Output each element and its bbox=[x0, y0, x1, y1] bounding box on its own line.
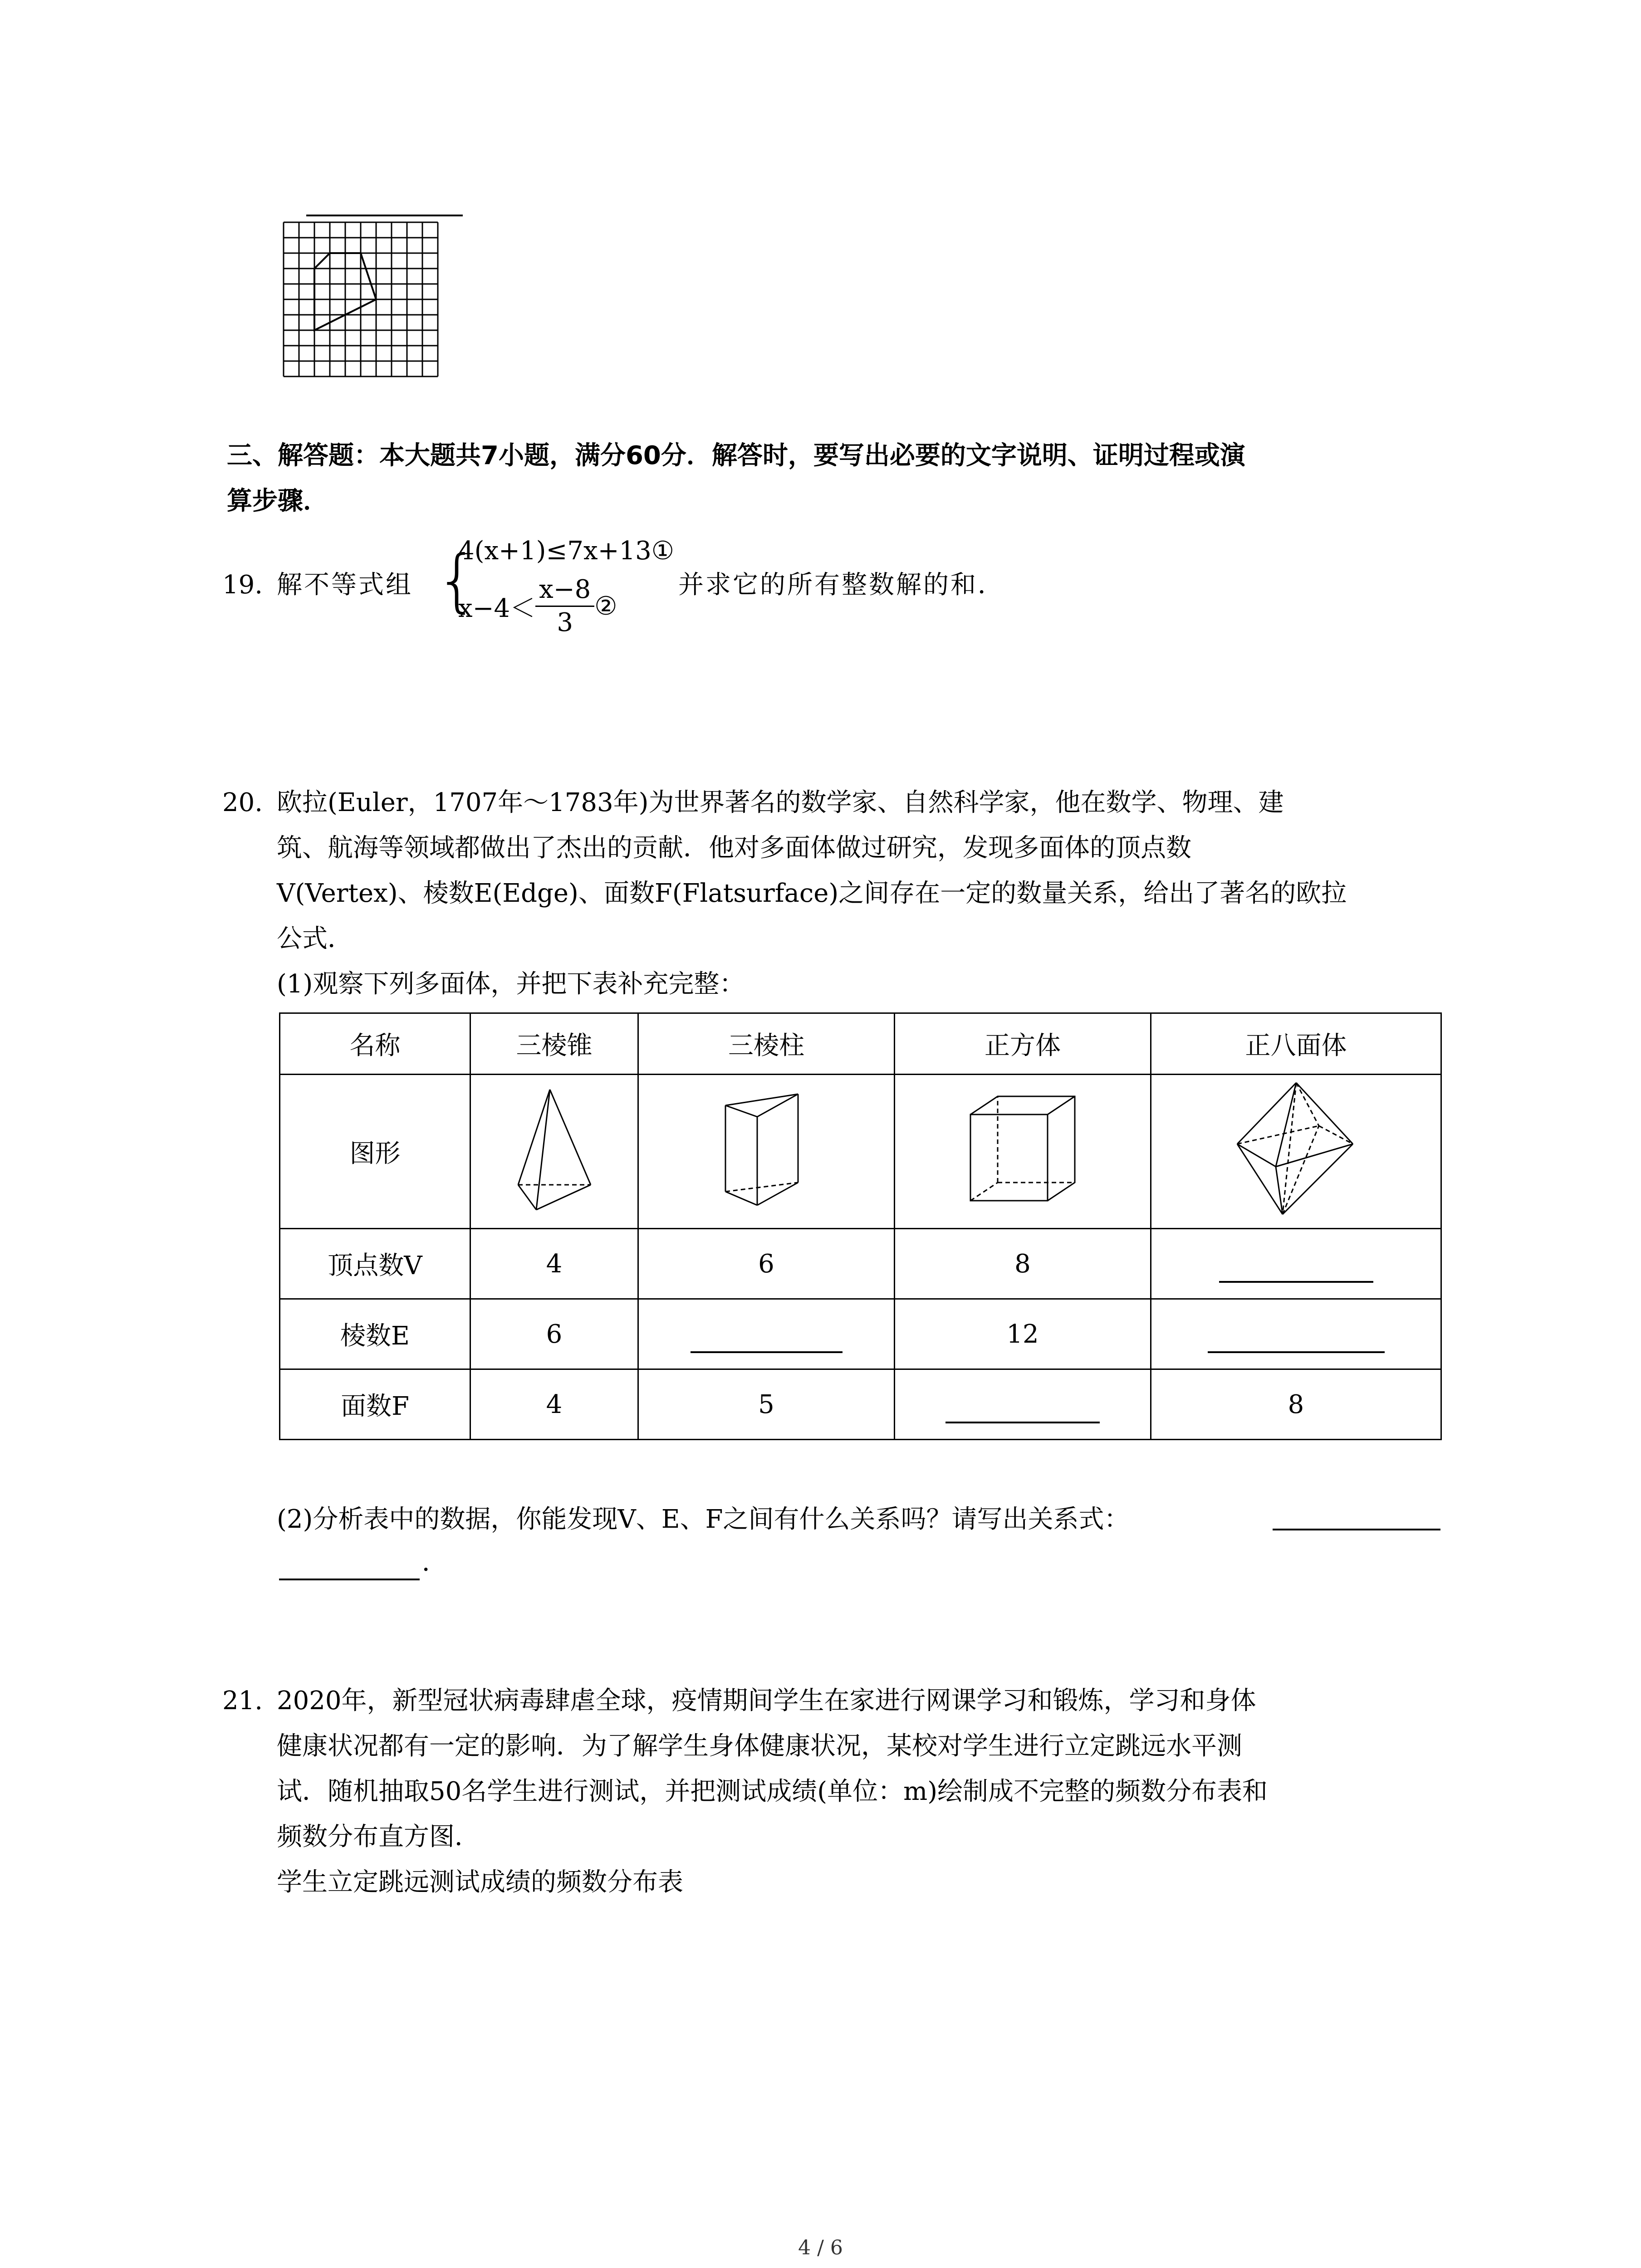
q20-part2: (2)分析表中的数据，你能发现V、E、F之间有什么关系吗？请写出关系式： bbox=[277, 1505, 1130, 1534]
header-octahedron: 正八面体 bbox=[1151, 1013, 1441, 1075]
header-tetrahedron: 三棱锥 bbox=[470, 1013, 638, 1075]
q19-brace: { bbox=[436, 541, 479, 620]
q19-suffix: 并求它的所有整数解的和． bbox=[678, 570, 1005, 600]
cell-e-tetra: 6 bbox=[470, 1299, 638, 1369]
cell-v-tetra: 4 bbox=[470, 1229, 638, 1299]
section-heading: 三、解答题：本大题共7小题，满分60分．解答时，要写出必要的文字说明、证明过程或演 算步骤． bbox=[227, 441, 1245, 516]
tetrahedron-figure bbox=[470, 1075, 638, 1229]
page-number: 4 / 6 bbox=[798, 2236, 843, 2259]
q20-answer-blank-1[interactable] bbox=[1273, 1501, 1440, 1530]
row-faces-label: 面数F bbox=[280, 1369, 470, 1440]
cell-f-prism: 5 bbox=[638, 1369, 895, 1440]
cell-e-cube: 12 bbox=[895, 1299, 1151, 1369]
q20-number: 20. bbox=[222, 788, 263, 817]
grid-figure bbox=[277, 206, 467, 381]
prism-figure bbox=[638, 1075, 895, 1229]
row-vertices-label: 顶点数V bbox=[280, 1229, 470, 1299]
cell-f-tetra: 4 bbox=[470, 1369, 638, 1440]
cell-v-octa-blank[interactable] bbox=[1151, 1229, 1441, 1299]
q20-answer-blank-2[interactable] bbox=[279, 1551, 420, 1580]
header-cube: 正方体 bbox=[895, 1013, 1151, 1075]
cell-f-octa: 8 bbox=[1151, 1369, 1441, 1440]
q19-ineq2: x−4＜ $\frac{x-8}{3}$ ② bbox=[458, 575, 617, 637]
cell-e-octa-blank[interactable] bbox=[1151, 1299, 1441, 1369]
cell-f-cube-blank[interactable] bbox=[895, 1369, 1151, 1440]
header-name: 名称 bbox=[280, 1013, 470, 1075]
q20-part2-end: ． bbox=[422, 1548, 447, 1577]
polyhedra-table bbox=[279, 1012, 1442, 1440]
cell-v-cube: 8 bbox=[895, 1229, 1151, 1299]
q19-number: 19. bbox=[222, 570, 263, 600]
cell-v-prism: 6 bbox=[638, 1229, 895, 1299]
row-edges-label: 棱数E bbox=[280, 1299, 470, 1369]
q20-body: 欧拉(Euler，1707年～1783年)为世界著名的数学家、自然科学家，他在数学、物理、建 筑、航海等领域都做出了杰出的贡献．他对多面体做过研究，发现多面体的顶点数 V(Vertex)、棱数E(Edge)、面数F(Flatsurface)之间存在一定的数量关系，给出了著名的欧拉 公式． (1)观察下列多面体，并把下表补充完整： bbox=[277, 788, 1347, 999]
octahedron-figure bbox=[1151, 1075, 1441, 1229]
header-prism: 三棱柱 bbox=[638, 1013, 895, 1075]
figure-label: 图形 bbox=[280, 1075, 470, 1229]
q21-body: 2020年，新型冠状病毒肆虐全球，疫情期间学生在家进行网课学习和锻炼，学习和身体 健康状况都有一定的影响．为了解学生身体健康状况，某校对学生进行立定跳远水平测 试．随机抽取50名学生进行测试，并把测试成绩(单位：m)绘制成不完整的频数分布表和 频数分布直方图． 学生立定跳远测试成绩的频数分布表 bbox=[277, 1686, 1268, 1897]
cube-figure bbox=[895, 1075, 1151, 1229]
q19-ineq1: 4(x+1)≤7x+13① bbox=[458, 536, 674, 566]
q21-number: 21. bbox=[222, 1686, 263, 1716]
cell-e-prism-blank[interactable] bbox=[638, 1299, 895, 1369]
q19-prefix: 解不等式组 bbox=[277, 570, 413, 600]
